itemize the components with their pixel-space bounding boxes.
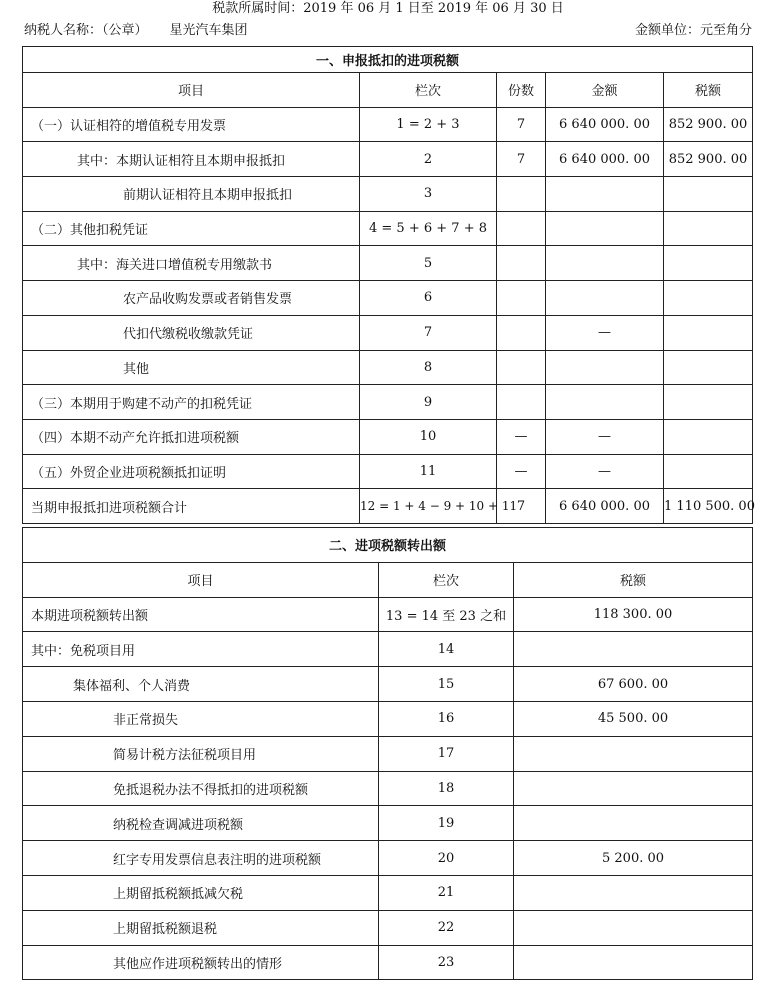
row-count: 7	[497, 489, 546, 524]
row-item: 红字专用发票信息表注明的进项税额	[23, 841, 379, 876]
row-item: 其中：海关进口增值税专用缴款书	[23, 246, 360, 281]
table-row	[23, 246, 753, 281]
row-tax	[514, 736, 753, 771]
row-line: 23	[379, 945, 514, 980]
row-line: 20	[379, 841, 514, 876]
table-row	[23, 177, 753, 212]
row-line: 9	[360, 385, 497, 420]
col-header-line: 栏次	[379, 562, 514, 597]
row-item: 非正常损失	[23, 701, 379, 736]
row-line: 13 = 14 至 23 之和	[379, 597, 514, 632]
tax-period: 税款所属时间：2019 年 06 月 1 日至 2019 年 06 月 30 日	[212, 1, 564, 16]
row-item: 其中：免税项目用	[23, 632, 379, 667]
row-line: 10	[360, 419, 497, 454]
table-row	[23, 281, 753, 316]
table-row	[23, 875, 753, 910]
row-tax	[664, 246, 753, 281]
table-row	[23, 771, 753, 806]
row-amount	[546, 211, 664, 246]
row-item: 前期认证相符且本期申报抵扣	[23, 177, 360, 212]
row-item: 简易计税方法征税项目用	[23, 736, 379, 771]
row-count	[497, 315, 546, 350]
table-row	[23, 597, 753, 632]
row-item: （五）外贸企业进项税额抵扣证明	[23, 454, 360, 489]
table-row	[23, 454, 753, 489]
row-tax	[664, 419, 753, 454]
table-row	[23, 667, 753, 702]
row-tax: 5 200. 00	[514, 841, 753, 876]
row-item: （四）本期不动产允许抵扣进项税额	[23, 419, 360, 454]
row-amount	[546, 385, 664, 420]
row-amount: —	[546, 419, 664, 454]
table-row	[23, 736, 753, 771]
row-count	[497, 385, 546, 420]
table-row	[23, 806, 753, 841]
row-amount: —	[546, 454, 664, 489]
col-header-tax: 税额	[664, 73, 753, 108]
row-count: 7	[497, 107, 546, 142]
table-row	[23, 385, 753, 420]
col-header-amount: 金额	[546, 73, 664, 108]
taxpayer-name: 星光汽车集团	[169, 23, 248, 38]
input-tax-deduction-table	[22, 46, 753, 524]
row-item: （一）认证相符的增值税专用发票	[23, 107, 360, 142]
row-amount: —	[546, 315, 664, 350]
row-item: 其他	[23, 350, 360, 385]
table-row	[23, 841, 753, 876]
row-item: 免抵退税办法不得抵扣的进项税额	[23, 771, 379, 806]
section1-title: 一、申报抵扣的进项税额	[23, 47, 753, 73]
col-header-item: 项目	[23, 73, 360, 108]
row-item: 纳税检查调减进项税额	[23, 806, 379, 841]
row-item: 其他应作进项税额转出的情形	[23, 945, 379, 980]
row-tax: 45 500. 00	[514, 701, 753, 736]
row-count	[497, 281, 546, 316]
table-row	[23, 211, 753, 246]
row-tax	[514, 771, 753, 806]
col-header-count: 份数	[497, 73, 546, 108]
table-row	[23, 419, 753, 454]
amount-unit: 金额单位：元至角分	[634, 23, 752, 38]
section2-title: 二、进项税额转出额	[23, 528, 753, 563]
row-tax	[664, 350, 753, 385]
row-tax	[514, 945, 753, 980]
row-tax	[514, 632, 753, 667]
row-count: 7	[497, 142, 546, 177]
row-item: 集体福利、个人消费	[23, 667, 379, 702]
row-item: 其中：本期认证相符且本期申报抵扣	[23, 142, 360, 177]
row-tax: 118 300. 00	[514, 597, 753, 632]
row-line: 18	[379, 771, 514, 806]
table-row	[23, 350, 753, 385]
row-line: 7	[360, 315, 497, 350]
row-line: 11	[360, 454, 497, 489]
row-item: 代扣代缴税收缴款凭证	[23, 315, 360, 350]
row-tax	[664, 211, 753, 246]
row-line: 6	[360, 281, 497, 316]
taxpayer-label: 纳税人名称：（公章）	[24, 23, 148, 38]
row-count: —	[497, 419, 546, 454]
row-line: 4 = 5 + 6 + 7 + 8	[360, 211, 497, 246]
table-row	[23, 701, 753, 736]
row-item: 当期申报抵扣进项税额合计	[23, 489, 360, 524]
row-amount: 6 640 000. 00	[546, 107, 664, 142]
row-tax	[514, 806, 753, 841]
row-amount	[546, 246, 664, 281]
table-row	[23, 945, 753, 980]
table-row	[23, 315, 753, 350]
row-tax: 852 900. 00	[664, 107, 753, 142]
row-amount: 6 640 000. 00	[546, 489, 664, 524]
row-amount	[546, 177, 664, 212]
row-count: —	[497, 454, 546, 489]
row-count	[497, 350, 546, 385]
row-line: 16	[379, 701, 514, 736]
row-tax: 1 110 500. 00	[664, 489, 753, 524]
taxpayer-info-bar	[24, 20, 752, 42]
row-count	[497, 177, 546, 212]
row-line: 2	[360, 142, 497, 177]
col-header-tax: 税额	[514, 562, 753, 597]
row-tax: 67 600. 00	[514, 667, 753, 702]
table-row	[23, 632, 753, 667]
row-count	[497, 211, 546, 246]
row-line: 21	[379, 875, 514, 910]
row-tax	[664, 177, 753, 212]
table-row	[23, 910, 753, 945]
table-row-total	[23, 489, 753, 524]
row-tax: 852 900. 00	[664, 142, 753, 177]
row-tax	[514, 875, 753, 910]
row-line: 15	[379, 667, 514, 702]
row-amount	[546, 350, 664, 385]
row-line: 17	[379, 736, 514, 771]
table-row	[23, 107, 753, 142]
row-item: （三）本期用于购建不动产的扣税凭证	[23, 385, 360, 420]
row-tax	[514, 910, 753, 945]
row-line: 14	[379, 632, 514, 667]
row-amount: 6 640 000. 00	[546, 142, 664, 177]
row-tax	[664, 315, 753, 350]
col-header-item: 项目	[23, 562, 379, 597]
row-count	[497, 246, 546, 281]
row-item: 上期留抵税额抵减欠税	[23, 875, 379, 910]
row-line: 12 = 1 + 4 − 9 + 10 + 11	[360, 489, 497, 524]
table-row	[23, 142, 753, 177]
row-item: 本期进项税额转出额	[23, 597, 379, 632]
row-item: 上期留抵税额退税	[23, 910, 379, 945]
row-line: 19	[379, 806, 514, 841]
row-item: （二）其他扣税凭证	[23, 211, 360, 246]
col-header-line: 栏次	[360, 73, 497, 108]
row-line: 8	[360, 350, 497, 385]
row-item: 农产品收购发票或者销售发票	[23, 281, 360, 316]
row-amount	[546, 281, 664, 316]
row-tax	[664, 385, 753, 420]
row-line: 5	[360, 246, 497, 281]
row-line: 22	[379, 910, 514, 945]
row-tax	[664, 454, 753, 489]
input-tax-transfer-out-table	[22, 527, 753, 980]
row-tax	[664, 281, 753, 316]
row-line: 3	[360, 177, 497, 212]
row-line: 1 = 2 + 3	[360, 107, 497, 142]
